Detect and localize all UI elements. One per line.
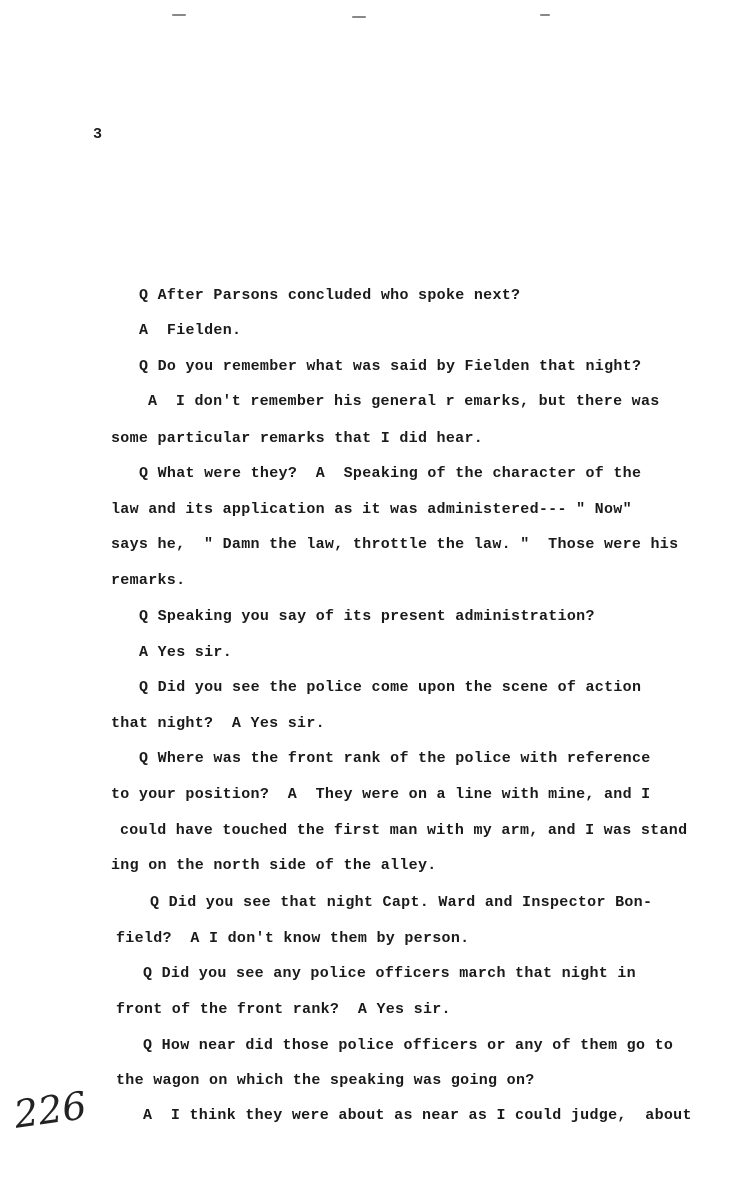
text-line: field? A I don't know them by person.: [116, 930, 470, 947]
text-line: Q Did you see the police come upon the scene of action: [139, 679, 642, 696]
text-line: Q After Parsons concluded who spoke next?: [139, 287, 521, 304]
text-line: Q Do you remember what was said by Fielden that night?: [139, 358, 642, 375]
text-line: Q Speaking you say of its present administration?: [139, 608, 595, 625]
handwritten-page-number: 226: [11, 1083, 90, 1137]
text-line: front of the front rank? A Yes sir.: [116, 1001, 451, 1018]
text-line: A I think they were about as near as I could judge, about: [143, 1107, 692, 1124]
text-line: the wagon on which the speaking was going on?: [116, 1072, 535, 1089]
top-mark-1: [172, 14, 186, 16]
text-line: ing on the north side of the alley.: [111, 857, 437, 874]
top-mark-3: [540, 14, 550, 16]
text-line: A I don't remember his general r emarks, but there was: [148, 393, 660, 410]
text-line: Q How near did those police officers or any of them go to: [143, 1037, 674, 1054]
text-line: Q Did you see that night Capt. Ward and Inspector Bon-: [150, 894, 653, 911]
text-line: Q What were they? A Speaking of the character of the: [139, 465, 642, 482]
text-line: remarks.: [111, 572, 186, 589]
text-line: Q Did you see any police officers march that night in: [143, 965, 636, 982]
text-line: some particular remarks that I did hear.: [111, 430, 484, 447]
text-line: could have touched the first man with my arm, and I was stand: [120, 822, 688, 839]
text-line: law and its application as it was administered--- " Now": [111, 501, 632, 518]
text-line: that night? A Yes sir.: [111, 715, 325, 732]
text-line: Q Where was the front rank of the police with reference: [139, 750, 651, 767]
text-line: A Yes sir.: [139, 644, 233, 661]
text-line: A Fielden.: [139, 322, 242, 339]
page-number: 3: [93, 126, 103, 143]
text-line: to your position? A They were on a line with mine, and I: [111, 786, 651, 803]
top-mark-2: [352, 16, 366, 18]
text-line: says he, " Damn the law, throttle the law. " Those were his: [111, 536, 679, 553]
